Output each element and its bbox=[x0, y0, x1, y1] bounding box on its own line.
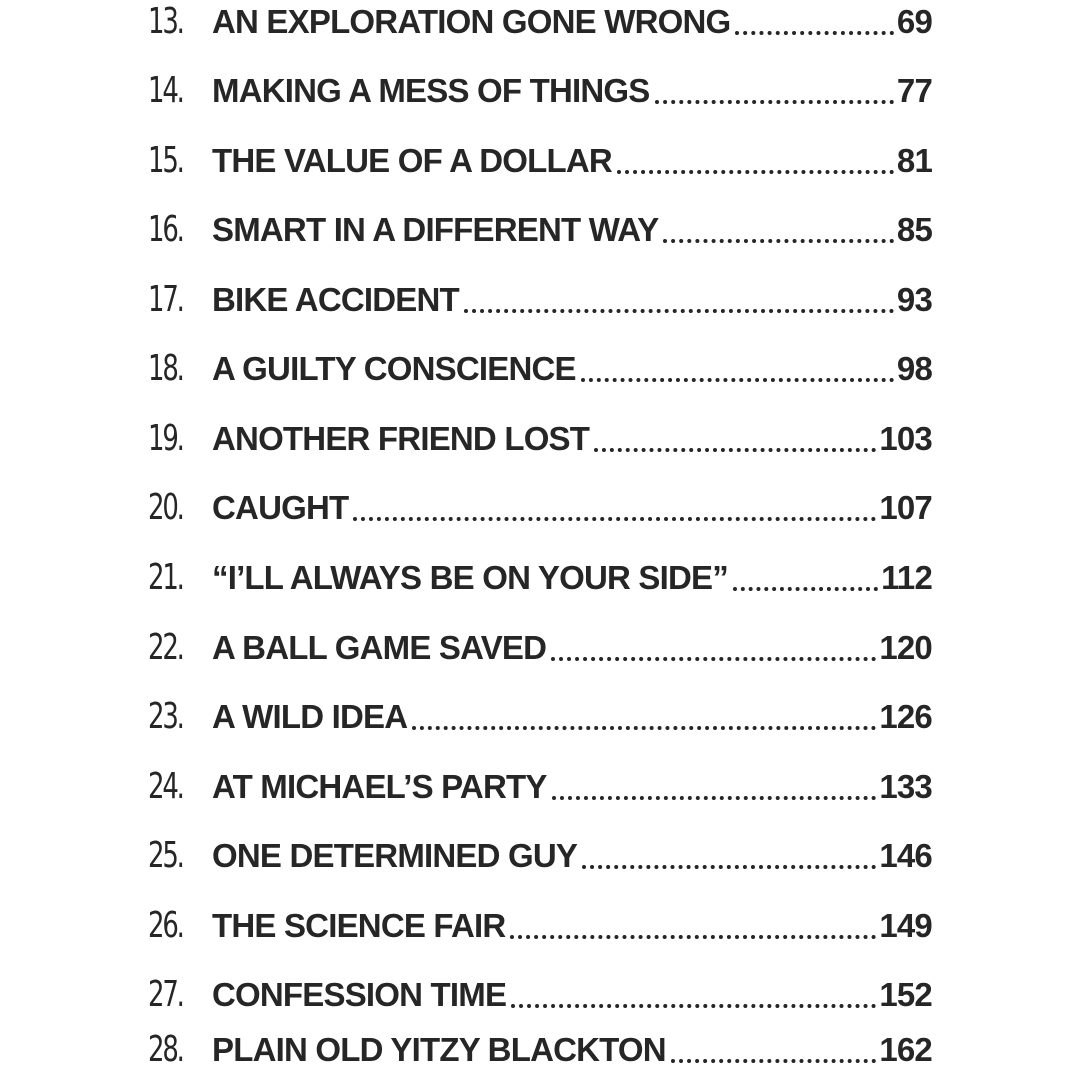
toc-entry-line bbox=[212, 687, 932, 747]
toc-entry-line bbox=[212, 131, 932, 191]
page-number: 162 bbox=[879, 1031, 932, 1068]
toc-entry bbox=[0, 339, 1080, 399]
page-number: 126 bbox=[879, 698, 932, 735]
toc-entry-line bbox=[212, 478, 932, 538]
page-number: 146 bbox=[879, 837, 932, 874]
page-number: 107 bbox=[879, 489, 932, 526]
toc-entry bbox=[0, 1020, 1080, 1080]
chapter-number: 28. bbox=[148, 1029, 183, 1070]
dot-leader bbox=[581, 378, 894, 382]
toc-entry-line bbox=[212, 0, 932, 52]
dot-leader bbox=[510, 935, 876, 939]
page-number: 133 bbox=[879, 768, 932, 805]
chapter-number: 22. bbox=[148, 627, 183, 668]
dot-leader bbox=[511, 1004, 876, 1008]
toc-entry bbox=[0, 270, 1080, 330]
dot-leader bbox=[617, 170, 894, 174]
toc-entry bbox=[0, 618, 1080, 678]
dot-leader bbox=[733, 587, 878, 591]
toc-entry-line bbox=[212, 618, 932, 678]
chapter-title: AN EXPLORATION GONE WRONG bbox=[212, 3, 731, 40]
chapter-title: ANOTHER FRIEND LOST bbox=[212, 420, 590, 457]
dot-leader bbox=[671, 1059, 877, 1063]
toc-entry-line bbox=[212, 1020, 932, 1080]
chapter-number: 27. bbox=[148, 974, 183, 1015]
toc-entry-line bbox=[212, 200, 932, 260]
page-number: 81 bbox=[896, 142, 932, 179]
chapter-title: CONFESSION TIME bbox=[212, 976, 507, 1013]
toc-entry bbox=[0, 61, 1080, 121]
chapter-number: 23. bbox=[148, 696, 183, 737]
toc-entry bbox=[0, 896, 1080, 956]
toc-entry-line bbox=[212, 896, 932, 956]
toc-entry-line bbox=[212, 757, 932, 817]
chapter-number: 20. bbox=[148, 487, 183, 528]
toc-entry-line bbox=[212, 826, 932, 886]
dot-leader bbox=[582, 865, 876, 869]
chapter-title: AT MICHAEL’S PARTY bbox=[212, 768, 547, 805]
dot-leader bbox=[594, 448, 876, 452]
toc-entry-line bbox=[212, 965, 932, 1025]
chapter-number: 24. bbox=[148, 766, 183, 807]
dot-leader bbox=[551, 657, 876, 661]
chapter-title: ONE DETERMINED GUY bbox=[212, 837, 578, 874]
toc-entry-line bbox=[212, 548, 932, 608]
toc-entry-line bbox=[212, 270, 932, 330]
toc-entry bbox=[0, 0, 1080, 52]
page-number: 112 bbox=[881, 559, 932, 596]
chapter-title: CAUGHT bbox=[212, 489, 349, 526]
page-number: 120 bbox=[879, 629, 932, 666]
chapter-number: 21. bbox=[148, 557, 183, 598]
chapter-number: 18. bbox=[148, 348, 183, 389]
toc-entry bbox=[0, 687, 1080, 747]
dot-leader bbox=[412, 726, 876, 730]
chapter-title: BIKE ACCIDENT bbox=[212, 281, 459, 318]
chapter-number: 19. bbox=[148, 418, 183, 459]
toc-entry-line bbox=[212, 339, 932, 399]
page-number: 98 bbox=[896, 350, 932, 387]
toc-entry bbox=[0, 826, 1080, 886]
chapter-number: 13. bbox=[148, 1, 183, 42]
chapter-number: 26. bbox=[148, 905, 183, 946]
chapter-number: 17. bbox=[148, 279, 183, 320]
page-number: 152 bbox=[879, 976, 932, 1013]
dot-leader bbox=[552, 796, 877, 800]
chapter-title: A BALL GAME SAVED bbox=[212, 629, 547, 666]
chapter-number: 15. bbox=[148, 140, 183, 181]
chapter-title: “I’LL ALWAYS BE ON YOUR SIDE” bbox=[212, 559, 728, 596]
page-number: 93 bbox=[896, 281, 932, 318]
page-number: 69 bbox=[896, 3, 932, 40]
chapter-title: THE SCIENCE FAIR bbox=[212, 907, 506, 944]
toc-entry bbox=[0, 478, 1080, 538]
chapter-number: 16. bbox=[148, 209, 183, 250]
page-number: 149 bbox=[879, 907, 932, 944]
page-number: 103 bbox=[879, 420, 932, 457]
toc-entry bbox=[0, 409, 1080, 469]
dot-leader bbox=[735, 31, 893, 35]
dot-leader bbox=[353, 517, 876, 521]
toc-entry bbox=[0, 200, 1080, 260]
toc-entry-line bbox=[212, 409, 932, 469]
toc-entry-line bbox=[212, 61, 932, 121]
chapter-number: 14. bbox=[148, 70, 183, 111]
dot-leader bbox=[464, 309, 894, 313]
page-number: 77 bbox=[896, 72, 932, 109]
toc-entry bbox=[0, 965, 1080, 1025]
dot-leader bbox=[655, 100, 894, 104]
toc-entry bbox=[0, 757, 1080, 817]
chapter-title: THE VALUE OF A DOLLAR bbox=[212, 142, 612, 179]
chapter-title: MAKING A MESS OF THINGS bbox=[212, 72, 650, 109]
chapter-title: PLAIN OLD YITZY BLACKTON bbox=[212, 1031, 666, 1068]
page-number: 85 bbox=[896, 211, 932, 248]
chapter-title: A WILD IDEA bbox=[212, 698, 408, 735]
toc-entry bbox=[0, 131, 1080, 191]
chapter-number: 25. bbox=[148, 835, 183, 876]
chapter-title: SMART IN A DIFFERENT WAY bbox=[212, 211, 659, 248]
toc-entry bbox=[0, 548, 1080, 608]
chapter-title: A GUILTY CONSCIENCE bbox=[212, 350, 576, 387]
dot-leader bbox=[663, 239, 893, 243]
